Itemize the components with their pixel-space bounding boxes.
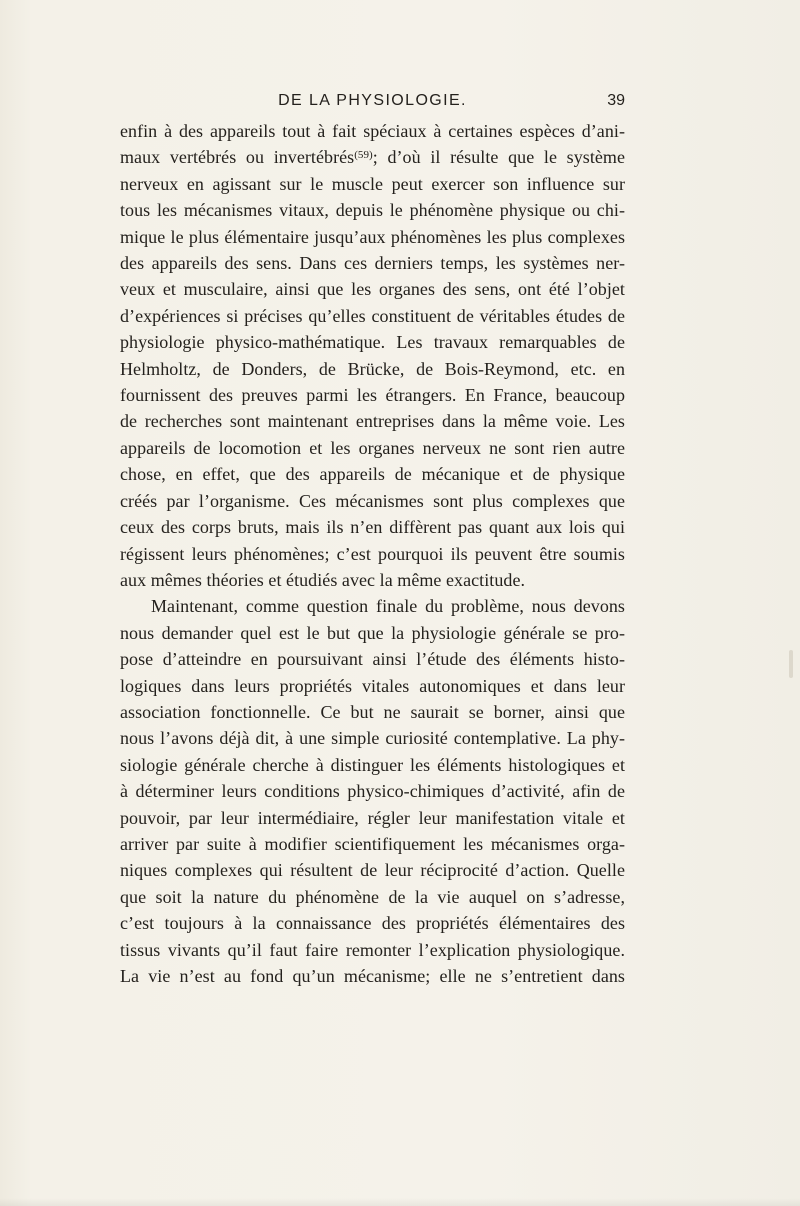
text-line: physiologie physico-mathématique. Les travaux remarquables de xyxy=(120,332,625,353)
text-line: ceux des corps bruts, mais ils n’en diffèrent pas quant aux lois qui xyxy=(120,517,625,538)
text-line: des appareils des sens. Dans ces derniers temps, les systèmes ner- xyxy=(120,253,625,274)
text-line: fournissent des preuves parmi les étrangers. En France, beaucoup xyxy=(120,385,625,406)
text-line: à déterminer leurs conditions physico-chimiques d’activité, afin de xyxy=(120,781,625,802)
text-line: enfin à des appareils tout à fait spéciaux à certaines espèces d’ani- xyxy=(120,121,625,141)
page-bottom-shadow xyxy=(0,1198,800,1206)
text-line: pouvoir, par leur intermédiaire, régler leur manifestation vitale et xyxy=(120,807,625,828)
paragraph-2 xyxy=(120,593,625,989)
text-line: créés par l’organisme. Ces mécanismes sont plus complexes que xyxy=(120,490,625,511)
text-line: tissus vivants qu’il faut faire remonter l’explication physiologique. xyxy=(120,939,625,960)
page-number: 39 xyxy=(607,92,625,109)
text-line: nerveux en agissant sur le muscle peut exercer son influence sur xyxy=(120,173,625,194)
text-line: de recherches sont maintenant entreprises dans la même voie. Les xyxy=(120,411,625,432)
text-line: appareils de locomotion et les organes nerveux ne sont rien autre xyxy=(120,437,625,458)
text-line: d’expériences si précises qu’elles constituent de véritables études de xyxy=(120,305,625,326)
text-line: veux et musculaire, ainsi que les organes des sens, ont été l’objet xyxy=(120,279,625,300)
text-line-with-footnote xyxy=(120,144,625,170)
text-fragment: ; d’où il résulte que le système xyxy=(372,147,625,168)
text-line: nous l’avons déjà dit, à une simple curiosité contemplative. La phy- xyxy=(120,728,625,749)
text-line: pose d’atteindre en poursuivant ainsi l’étude des éléments histo- xyxy=(120,649,625,670)
text-line: chose, en effet, que des appareils de mécanique et de physique xyxy=(120,464,625,485)
text-line: c’est toujours à la connaissance des propriétés élémentaires des xyxy=(120,913,625,934)
text-line: mique le plus élémentaire jusqu’aux phénomènes les plus complexes xyxy=(120,226,625,247)
text-fragment: maux vertébrés ou invertébrés xyxy=(120,147,355,168)
text-line: que soit la nature du phénomène de la vie auquel on s’adresse, xyxy=(120,886,625,907)
paragraph-1 xyxy=(120,118,625,593)
text-line: régissent leurs phénomènes; c’est pourquoi ils peuvent être soumis xyxy=(120,543,625,564)
text-line: tous les mécanismes vitaux, depuis le phénomène physique ou chi- xyxy=(120,200,625,221)
text-line: La vie n’est au fond qu’un mécanisme; elle ne s’entretient dans xyxy=(120,966,625,986)
text-line: association fonctionnelle. Ce but ne saurait se borner, ainsi que xyxy=(120,701,625,722)
body-text xyxy=(120,118,625,989)
text-line: arriver par suite à modifier scientifiquement les mécanismes orga- xyxy=(120,833,625,854)
page-edge-mark xyxy=(789,650,793,678)
text-line: Helmholtz, de Donders, de Brücke, de Bois-Reymond, etc. en xyxy=(120,358,625,379)
text-line: nous demander quel est le but que la physiologie générale se pro- xyxy=(120,622,625,643)
footnote-reference: (59) xyxy=(354,149,373,162)
text-line: siologie générale cherche à distinguer les éléments histologiques et xyxy=(120,754,625,775)
running-title: DE LA PHYSIOLOGIE. xyxy=(278,92,467,109)
running-head xyxy=(120,88,625,114)
text-line: aux mêmes théories et étudiés avec la même exactitude. xyxy=(120,569,526,590)
text-line: niques complexes qui résultent de leur réciprocité d’action. Quelle xyxy=(120,860,625,881)
text-line: logiques dans leurs propriétés vitales autonomiques et dans leur xyxy=(120,675,625,696)
text-line: Maintenant, comme question finale du problème, nous devons xyxy=(151,596,625,617)
